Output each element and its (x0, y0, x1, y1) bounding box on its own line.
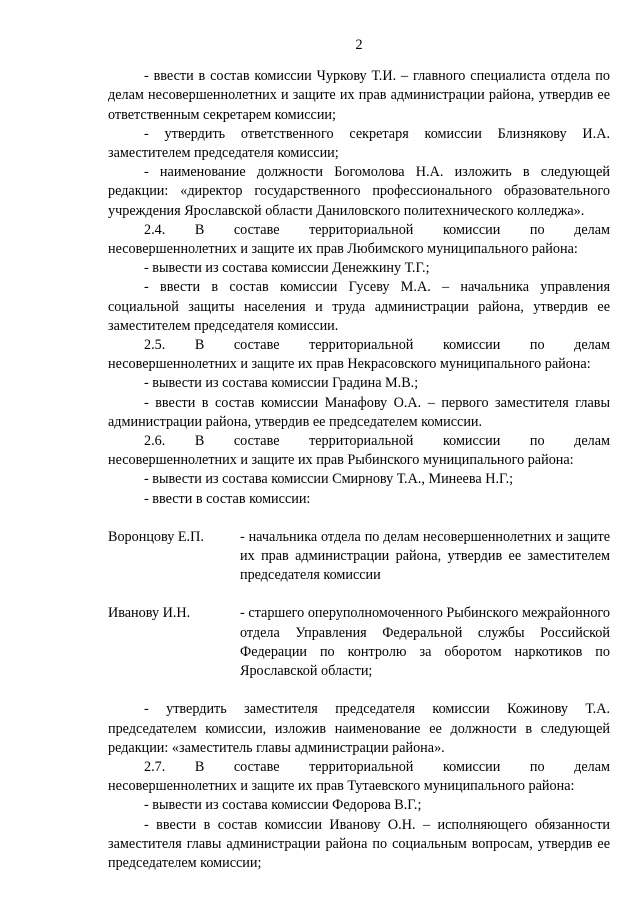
appointee-description: - начальника отдела по делам несовершеннолетних и защите их прав администрации района, утвердив ее заместителем председателя комиссии (240, 528, 610, 584)
item-heading-continuation: несовершеннолетних и защите их прав Некрасовского муниципального района: (108, 356, 591, 373)
item-heading-2-4: 2.4. В составе территориальной комиссии по делам (144, 221, 610, 238)
document-page (108, 36, 610, 873)
page-number: 2 (355, 37, 363, 53)
paragraph: - вывести из состава комиссии Смирнову Т.А., Минеева Н.Г.; (144, 471, 514, 488)
paragraph: - ввести в состав комиссии Иванову О.Н. – исполняющего обязанности заместителя главы администрации района по социальным вопросам, утвердив ее председателем комиссии; (108, 816, 610, 871)
paragraph: - ввести в состав комиссии: (144, 490, 311, 507)
appointee-row (108, 528, 610, 586)
paragraph: - вывести из состава комиссии Федорова В.Г.; (144, 797, 422, 814)
item-heading-2-5: 2.5. В составе территориальной комиссии по делам (144, 337, 610, 354)
paragraph: - вывести из состава комиссии Денежкину Т.Г.; (144, 260, 430, 277)
paragraph: - ввести в состав комиссии Чуркову Т.И. – главного специалиста отдела по делам несовершеннолетних и защите их прав администрации района, утвердив ее ответственным секретарем комиссии; (108, 68, 610, 123)
paragraph: - утвердить ответственного секретаря комиссии Близнякову И.А. заместителем председателя комиссии; (108, 125, 610, 162)
appointee-name: Воронцову Е.П. (108, 528, 204, 545)
appointee-row (108, 604, 610, 681)
appointee-description: - старшего оперуполномоченного Рыбинского межрайонного отдела Управления Федеральной службы Российской Федерации по контролю за оборотом наркотиков по Ярославской области; (240, 605, 610, 680)
paragraph: - наименование должности Богомолова Н.А. изложить в следующей редакции: «директор государственного профессионального образовательного учреждения Ярославской области Даниловского политехнического колледжа». (108, 164, 610, 219)
item-heading-continuation: несовершеннолетних и защите их прав Тутаевского муниципального района: (108, 778, 575, 795)
paragraph: - вывести из состава комиссии Градина М.В.; (144, 375, 419, 392)
item-heading-2-6: 2.6. В составе территориальной комиссии по делам (144, 433, 610, 450)
item-heading-continuation: несовершеннолетних и защите их прав Любимского муниципального района: (108, 241, 578, 258)
item-heading-2-7: 2.7. В составе территориальной комиссии по делам (144, 758, 610, 775)
item-heading-continuation: несовершеннолетних и защите их прав Рыбинского муниципального района: (108, 452, 574, 469)
paragraph: - ввести в состав комиссии Манафову О.А. – первого заместителя главы администрации района, утвердив ее председателем комиссии. (108, 394, 610, 430)
paragraph: - утвердить заместителя председателя комиссии Кожинову Т.А. председателем комиссии, изложив наименование ее должности в следующей редакции: «заместитель главы администрации района». (108, 701, 610, 756)
appointee-name: Иванову И.Н. (108, 605, 191, 622)
paragraph: - ввести в состав комиссии Гусеву М.А. – начальника управления социальной защиты населения и труда администрации района, утвердив ее заместителем председателя комиссии. (108, 279, 610, 334)
spacer (108, 681, 610, 700)
